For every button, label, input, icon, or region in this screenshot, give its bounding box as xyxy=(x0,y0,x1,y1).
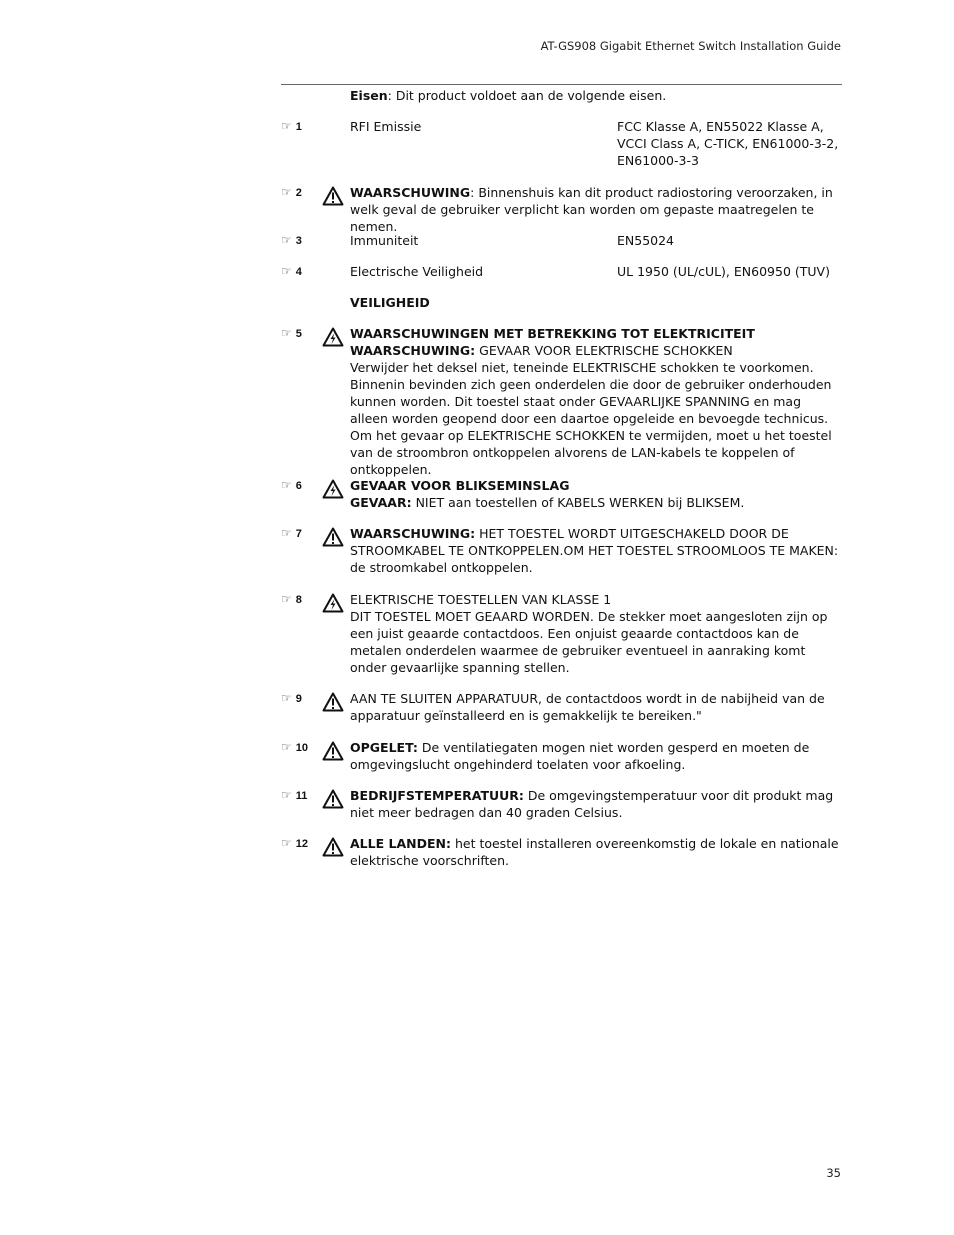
spec-value: EN55024 xyxy=(617,233,675,248)
item-number: ☞ 11 xyxy=(281,788,308,802)
item-text: AAN TE SLUITEN APPARATUUR, de contactdoos wordt in de nabijheid van de apparatuur geïnstalleerd en is gemakkelijk te bereiken." xyxy=(350,691,825,723)
item-number: ☞ 10 xyxy=(281,740,309,754)
item-number: ☞ 7 xyxy=(281,526,302,540)
item-number: ☞ 1 xyxy=(281,119,302,133)
item-text: WAARSCHUWING: HET TOESTEL WORDT UITGESCHAKELD DOOR DE STROOMKABEL TE ONTKOPPELEN.OM HET TOESTEL STROOMLOOS TE MAKEN: de stroomkabel ontkoppelen. xyxy=(350,526,839,575)
section-title: VEILIGHEID xyxy=(350,295,430,310)
pointing-hand-icon: ☞ xyxy=(281,478,292,492)
intro-label: Eisen xyxy=(350,88,388,103)
pointing-hand-icon: ☞ xyxy=(281,233,292,247)
spec-name: Immuniteit xyxy=(350,233,419,248)
spec-name: RFI Emissie xyxy=(350,119,422,134)
warning-icon xyxy=(322,692,344,712)
item-number: ☞ 12 xyxy=(281,836,309,850)
warning-icon xyxy=(322,741,344,761)
item-text: GEVAAR VOOR BLIKSEMINSLAG GEVAAR: NIET aan toestellen of KABELS WERKEN bij BLIKSEM. xyxy=(350,478,745,510)
spec-value: FCC Klasse A, EN55022 Klasse A, VCCI Class A, C-TICK, EN61000-3-2, EN61000-3-3 xyxy=(617,119,839,168)
item-number: ☞ 2 xyxy=(281,185,302,199)
warning-icon xyxy=(322,527,344,547)
lightning-hazard-icon xyxy=(322,479,344,499)
pointing-hand-icon: ☞ xyxy=(281,592,292,606)
warning-icon xyxy=(322,789,344,809)
pointing-hand-icon: ☞ xyxy=(281,326,292,340)
item-text: ALLE LANDEN: het toestel installeren overeenkomstig de lokale en nationale elektrische voorschriften. xyxy=(350,836,839,868)
electrical-hazard-icon xyxy=(322,593,344,613)
page-number: 35 xyxy=(826,1166,841,1180)
pointing-hand-icon: ☞ xyxy=(281,836,292,850)
running-header: AT-GS908 Gigabit Ethernet Switch Installation Guide xyxy=(540,39,841,53)
header-rule xyxy=(281,84,842,85)
item-number: ☞ 6 xyxy=(281,478,302,492)
spec-name: Electrische Veiligheid xyxy=(350,264,484,279)
item-text: WAARSCHUWINGEN MET BETREKKING TOT ELEKTRICITEIT WAARSCHUWING: GEVAAR VOOR ELEKTRISCHE SCHOKKEN Verwijder het deksel niet, teneinde ELEKTRISCHE schokken te voorkomen. Binnenin bevinden zich geen onderdelen die door de gebruiker onderhouden kunnen worden. Dit toestel staat onder GEVAARLIJKE SPANNING en mag alleen worden geopend door een daartoe opgeleide en bevoegde technicus. Om het gevaar op ELEKTRISCHE SCHOKKEN te vermijden, moet u het toestel van de stroombron ontkoppelen alvorens de LAN-kabels te koppelen of ontkoppelen. xyxy=(350,326,832,477)
pointing-hand-icon: ☞ xyxy=(281,264,292,278)
pointing-hand-icon: ☞ xyxy=(281,185,292,199)
item-number: ☞ 8 xyxy=(281,592,302,606)
pointing-hand-icon: ☞ xyxy=(281,788,292,802)
item-text: OPGELET: De ventilatiegaten mogen niet worden gesperd en moeten de omgevingslucht ongehinderd toelaten voor afkoeling. xyxy=(350,740,810,772)
item-text: WAARSCHUWING: Binnenshuis kan dit product radiostoring veroorzaken, in welk geval de gebruiker verplicht kan worden om gepaste maatregelen te nemen. xyxy=(350,185,833,234)
item-number: ☞ 5 xyxy=(281,326,302,340)
item-number: ☞ 4 xyxy=(281,264,302,278)
pointing-hand-icon: ☞ xyxy=(281,119,292,133)
item-number: ☞ 3 xyxy=(281,233,302,247)
item-number: ☞ 9 xyxy=(281,691,302,705)
spec-value: UL 1950 (UL/cUL), EN60950 (TUV) xyxy=(617,264,830,279)
electrical-hazard-icon xyxy=(322,327,344,347)
item-text: BEDRIJFSTEMPERATUUR: De omgevingstemperatuur voor dit produkt mag niet meer bedragen dan 40 graden Celsius. xyxy=(350,788,834,820)
warning-icon xyxy=(322,837,344,857)
intro-text: : Dit product voldoet aan de volgende eisen. xyxy=(387,88,667,103)
pointing-hand-icon: ☞ xyxy=(281,740,292,754)
pointing-hand-icon: ☞ xyxy=(281,526,292,540)
warning-icon xyxy=(322,186,344,206)
requirements-intro xyxy=(350,87,842,104)
pointing-hand-icon: ☞ xyxy=(281,691,292,705)
item-text: ELEKTRISCHE TOESTELLEN VAN KLASSE 1 DIT TOESTEL MOET GEAARD WORDEN. De stekker moet aangesloten zijn op een juist geaarde contactdoos. Een onjuist geaarde contactdoos kan de metalen onderdelen waarmee de gebruiker eventueel in aanraking komt onder gevaarlijke spanning stellen. xyxy=(350,592,828,675)
